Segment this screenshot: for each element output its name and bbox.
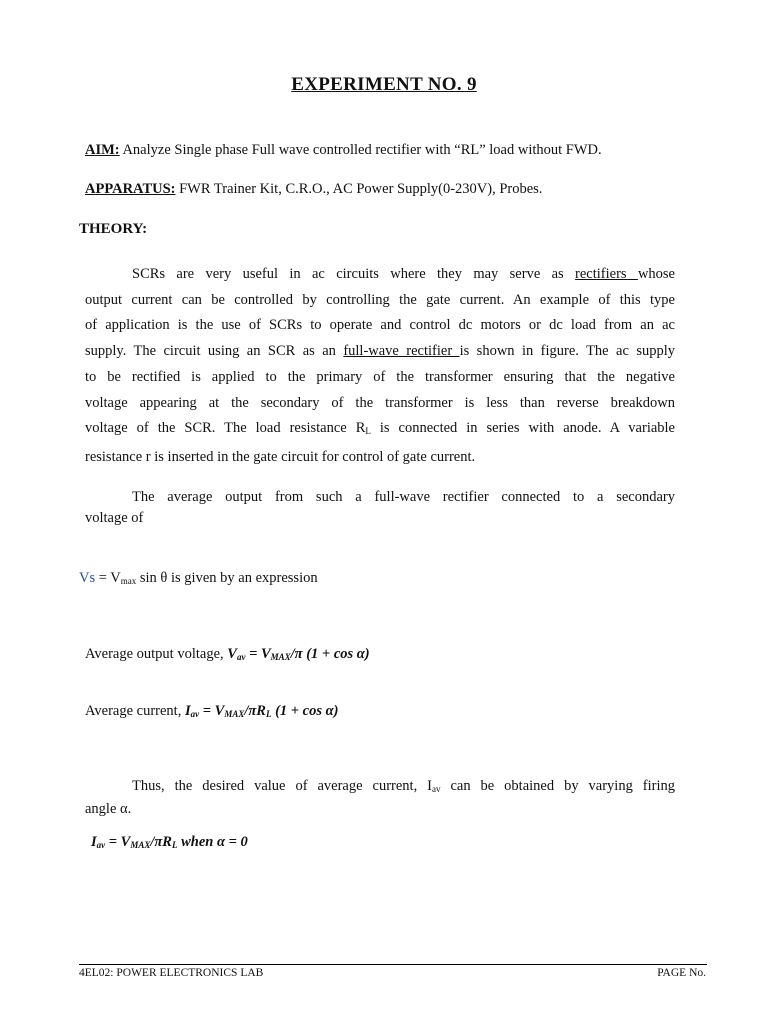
average-current-formula: Average current, $I_{av} = V_{MAX}/\pi R_L$ (1 + cos α) xyxy=(85,703,339,719)
para1-line-2: output current can be controlled by controlling the gate current. An example of this type xyxy=(85,291,675,308)
average-voltage-formula: Average output voltage, $V_{av} = V_{MAX}/\pi$ (1 + cos α) xyxy=(85,646,370,662)
page-title: EXPERIMENT NO. 9 xyxy=(291,74,477,95)
para2-line-2: voltage of xyxy=(85,510,144,526)
footer-page-number: PAGE No. xyxy=(657,967,706,979)
para1-line-1: SCRs are very useful in ac circuits where they may serve as rectifiers whose xyxy=(132,266,675,282)
para1-line-6: voltage appearing at the secondary of the transformer is less than reverse breakdown xyxy=(85,394,675,411)
apparatus-text: FWR Trainer Kit, C.R.O., AC Power Supply(0-230V), Probes. xyxy=(175,181,543,197)
aim-line xyxy=(85,142,602,159)
para1-line-7: voltage of the SCR. The load resistance $R_L$ is connected in series with anode. A variable xyxy=(85,420,675,437)
theory-heading: THEORY: xyxy=(79,221,148,237)
firing-angle-paragraph xyxy=(85,776,675,819)
apparatus-label: APPARATUS: xyxy=(85,181,176,197)
vs-expression: $Vs = V_{max}$ sin θ is given by an expression xyxy=(79,570,318,586)
theory-paragraph xyxy=(85,262,675,471)
average-output-paragraph xyxy=(85,487,675,529)
para1-line-4: supply. The circuit using an SCR as an full-wave rectifier is shown in figure. The ac supply xyxy=(85,343,675,360)
full-wave-rectifier-text: full-wave rectifier xyxy=(343,343,460,360)
para3-line-1: Thus, the desired value of average current, $I_{av}$ can be obtained by varying firing xyxy=(132,778,675,794)
rectifiers-link-text: rectifiers xyxy=(575,266,638,282)
apparatus-line xyxy=(85,181,542,198)
avg-current-label: Average current, xyxy=(85,703,185,719)
avg-voltage-label: Average output voltage, xyxy=(85,646,228,662)
para1-line-5: to be rectified is applied to the primary of the transformer ensuring that the negative xyxy=(85,368,675,385)
vs-symbol: Vs xyxy=(79,570,96,586)
aim-label: AIM: xyxy=(85,142,120,158)
aim-text: Analyze Single phase Full wave controlled rectifier with “RL” load without FWD. xyxy=(119,142,602,158)
para1-line-3: of application is the use of SCRs to operate and control dc motors or dc load from an ac xyxy=(85,317,675,334)
footer-divider xyxy=(79,964,707,965)
para2-line-1: The average output from such a full-wave rectifier connected to a secondary xyxy=(132,489,675,505)
para3-line-2: angle α. xyxy=(85,801,132,817)
footer-course: 4EL02: POWER ELECTRONICS LAB xyxy=(79,967,264,979)
final-current-formula: $I_{av} = V_{MAX}/\pi R_L$ when α = 0 xyxy=(91,834,248,850)
para1-line-8: resistance r is inserted in the gate circuit for control of gate current. xyxy=(85,448,476,465)
